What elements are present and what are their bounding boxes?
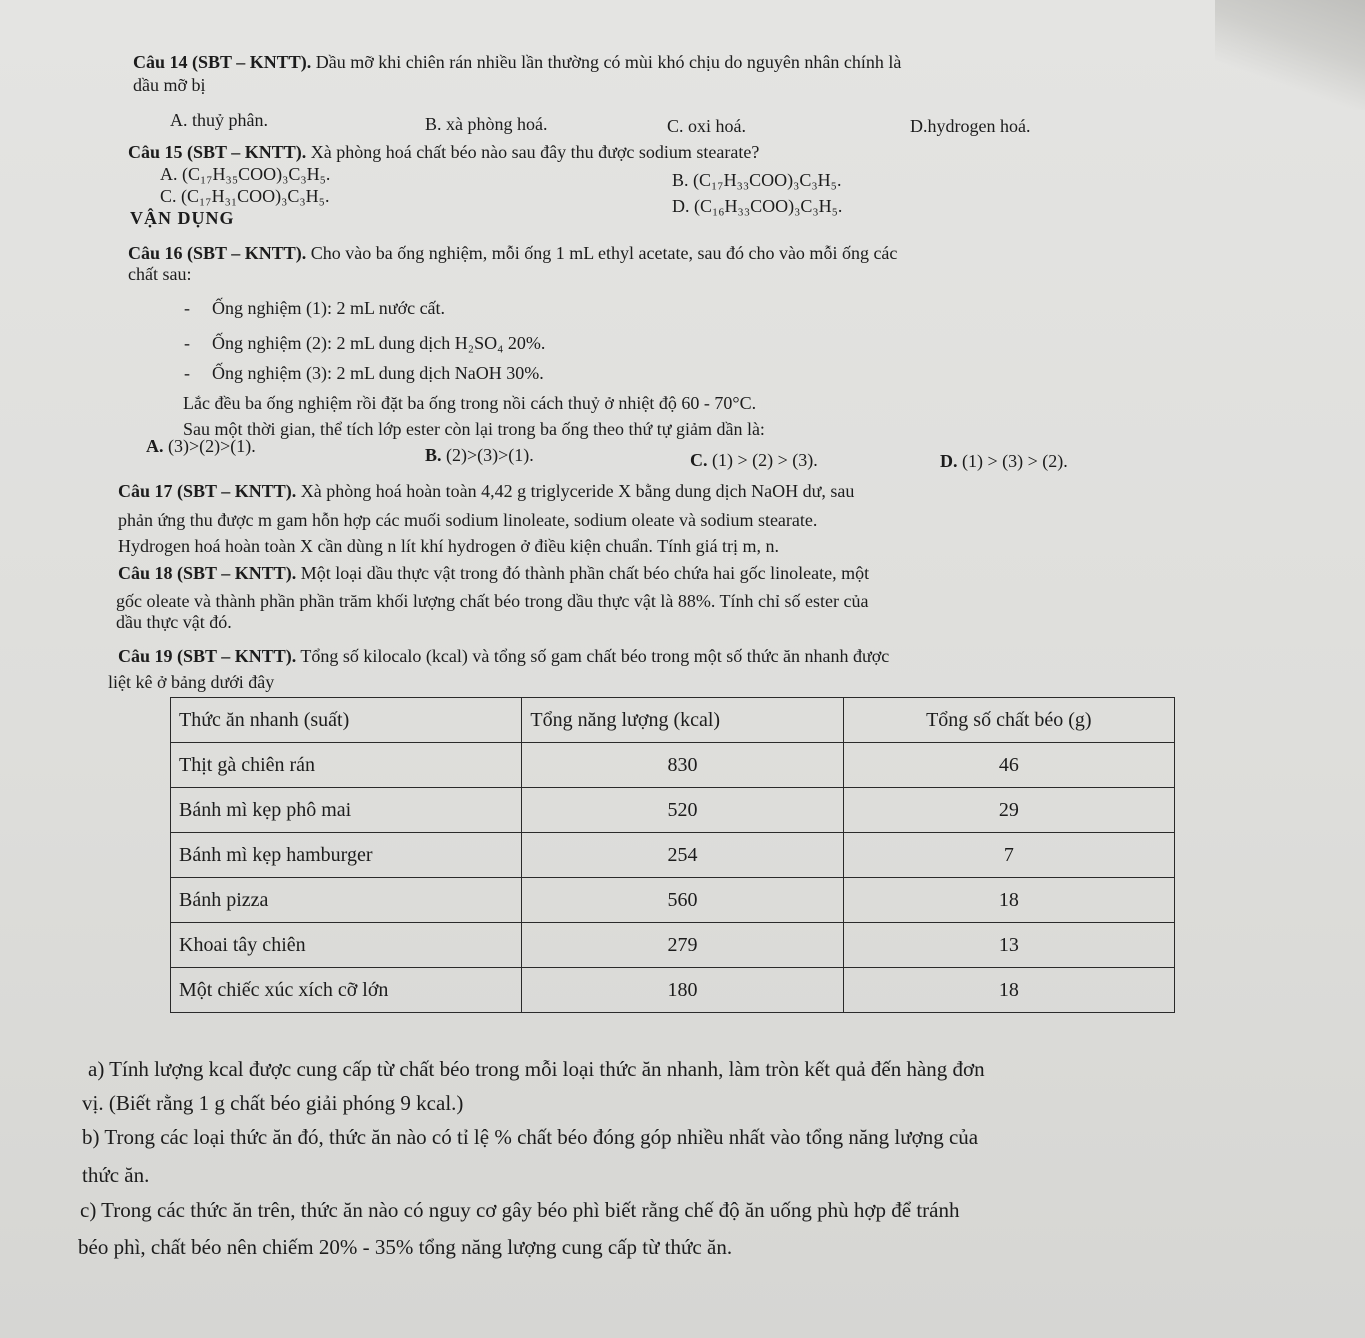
q15-option-b-label: B.	[672, 170, 689, 190]
q16-option-b-label: B.	[425, 445, 442, 465]
q17-heading: Câu 17 (SBT – KNTT).	[118, 481, 297, 501]
q15-option-a-label: A.	[160, 164, 178, 184]
food-kcal: 520	[522, 788, 843, 833]
food-name: Một chiếc xúc xích cỡ lớn	[171, 968, 522, 1013]
food-fat: 29	[843, 788, 1174, 833]
q14-line-1	[133, 52, 1188, 73]
q17-text-2: phản ứng thu được m gam hỗn hợp các muối sodium linoleate, sodium oleate và sodium stearate.	[118, 510, 818, 530]
q16-option-d-label: D.	[940, 451, 958, 471]
q15-option-d	[672, 196, 842, 217]
q19-part-c-1: c) Trong các thức ăn trên, thức ăn nào có nguy cơ gây béo phì biết rằng chế độ ăn uống phù hợp để tránh	[80, 1198, 960, 1222]
q16-item-1-text: Ống nghiệm (1): 2 mL nước cất.	[212, 298, 446, 318]
header-fat: Tổng số chất béo (g)	[843, 698, 1174, 743]
food-fat: 7	[843, 833, 1174, 878]
q16-text-2: chất sau:	[128, 264, 192, 284]
q17-line-1	[118, 481, 854, 502]
q16-option-a	[146, 436, 256, 457]
food-kcal: 560	[522, 878, 843, 923]
q16-option-d	[940, 451, 1068, 472]
bullet-dash: -	[184, 298, 190, 318]
food-fat: 18	[843, 968, 1174, 1013]
table-row	[171, 743, 1175, 788]
q18-text-3: dầu thực vật đó.	[116, 612, 232, 632]
table-header-row	[171, 698, 1175, 743]
q18-text-2: gốc oleate và thành phần phần trăm khối lượng chất béo trong dầu thực vật là 88%. Tính chỉ số ester của	[116, 591, 869, 611]
food-kcal: 254	[522, 833, 843, 878]
section-heading: VẬN DỤNG	[130, 208, 235, 228]
q16-heading: Câu 16 (SBT – KNTT).	[128, 243, 307, 263]
q16-line-1	[128, 243, 897, 264]
q16-item-3	[184, 363, 544, 384]
food-kcal: 830	[522, 743, 843, 788]
q15-text: Xà phòng hoá chất béo nào sau đây thu được sodium stearate?	[310, 142, 760, 162]
food-name: Khoai tây chiên	[171, 923, 522, 968]
q19-heading: Câu 19 (SBT – KNTT).	[118, 646, 297, 666]
q14-text-1: Dầu mỡ khi chiên rán nhiều lần thường có mùi khó chịu do nguyên nhân chính là	[315, 52, 902, 72]
food-fat: 18	[843, 878, 1174, 923]
q15-option-a-text: (C₁₇H₃₅COO)₃C₃H₅.	[182, 164, 331, 184]
q14-option-c: C. oxi hoá.	[667, 116, 746, 136]
q14-text-2: dầu mỡ bị	[133, 75, 206, 95]
header-kcal: Tổng năng lượng (kcal)	[522, 698, 843, 743]
q16-option-c-text: (1) > (2) > (3).	[712, 450, 818, 470]
q15-option-d-text: (C₁₆H₃₃COO)₃C₃H₅.	[694, 196, 843, 216]
bullet-dash: -	[184, 363, 190, 383]
q19-part-a-1: a) Tính lượng kcal được cung cấp từ chất béo trong mỗi loại thức ăn nhanh, làm tròn kết quả đến hàng đơn	[88, 1057, 985, 1081]
food-fat: 13	[843, 923, 1174, 968]
food-name: Thịt gà chiên rán	[171, 743, 522, 788]
food-name: Bánh mì kẹp hamburger	[171, 833, 522, 878]
q16-item-3-text: Ống nghiệm (3): 2 mL dung dịch NaOH 30%.	[212, 363, 544, 383]
fast-food-table	[170, 697, 1175, 1013]
q19-text-1: Tổng số kilocalo (kcal) và tổng số gam chất béo trong một số thức ăn nhanh được	[300, 646, 890, 666]
table-row	[171, 923, 1175, 968]
food-name: Bánh mì kẹp phô mai	[171, 788, 522, 833]
q17-text-1: Xà phòng hoá hoàn toàn 4,42 g triglyceride X bằng dung dịch NaOH dư, sau	[300, 481, 855, 501]
header-food: Thức ăn nhanh (suất)	[171, 698, 522, 743]
q16-option-a-label: A.	[146, 436, 164, 456]
table-row	[171, 878, 1175, 923]
table-row	[171, 968, 1175, 1013]
table-row	[171, 788, 1175, 833]
food-name: Bánh pizza	[171, 878, 522, 923]
q19-part-b-2: thức ăn.	[82, 1163, 150, 1187]
q15-option-c	[160, 186, 329, 207]
table-row	[171, 833, 1175, 878]
q15-line	[128, 142, 759, 163]
q16-item-1	[184, 298, 445, 319]
q16-option-b-text: (2)>(3)>(1).	[446, 445, 534, 465]
bullet-dash: -	[184, 333, 190, 353]
q14-option-b: B. xà phòng hoá.	[425, 114, 548, 134]
food-fat: 46	[843, 743, 1174, 788]
q16-item-2-text: Ống nghiệm (2): 2 mL dung dịch H₂SO₄ 20%.	[212, 333, 546, 353]
q15-option-a	[160, 164, 330, 185]
q18-heading: Câu 18 (SBT – KNTT).	[118, 563, 297, 583]
q19-text-2: liệt kê ở bảng dưới đây	[108, 672, 275, 692]
q16-option-b	[425, 445, 534, 466]
q15-heading: Câu 15 (SBT – KNTT).	[128, 142, 307, 162]
q16-text-3: Lắc đều ba ống nghiệm rồi đặt ba ống trong nồi cách thuỷ ở nhiệt độ 60 - 70°C.	[183, 393, 757, 413]
q15-option-d-label: D.	[672, 196, 690, 216]
q16-option-d-text: (1) > (3) > (2).	[962, 451, 1068, 471]
q16-item-2	[184, 333, 545, 354]
q15-option-c-text: (C₁₇H₃₁COO)₃C₃H₅.	[181, 186, 330, 206]
q19-part-c-2: béo phì, chất béo nên chiếm 20% - 35% tổng năng lượng cung cấp từ thức ăn.	[78, 1235, 733, 1259]
q18-line-1	[118, 563, 869, 584]
q16-option-c-label: C.	[690, 450, 708, 470]
food-kcal: 279	[522, 923, 843, 968]
q16-option-c	[690, 450, 818, 471]
q16-text-4: Sau một thời gian, thể tích lớp ester còn lại trong ba ống theo thứ tự giảm dần là:	[183, 419, 765, 439]
q14-option-d: D.hydrogen hoá.	[910, 116, 1031, 136]
q16-text-1: Cho vào ba ống nghiệm, mỗi ống 1 mL ethyl acetate, sau đó cho vào mỗi ống các	[310, 243, 898, 263]
food-kcal: 180	[522, 968, 843, 1013]
page-corner-shadow	[1215, 0, 1365, 110]
q19-line-1	[118, 646, 889, 667]
q18-text-1: Một loại dầu thực vật trong đó thành phần chất béo chứa hai gốc linoleate, một	[300, 563, 870, 583]
q15-option-b-text: (C₁₇H₃₃COO)₃C₃H₅.	[693, 170, 842, 190]
q14-option-a: A. thuỷ phân.	[170, 110, 268, 130]
q16-option-a-text: (3)>(2)>(1).	[168, 436, 256, 456]
q14-heading: Câu 14 (SBT – KNTT).	[133, 52, 312, 72]
q19-part-b-1: b) Trong các loại thức ăn đó, thức ăn nào có tỉ lệ % chất béo đóng góp nhiều nhất vào tổng năng lượng của	[82, 1125, 979, 1149]
q15-option-b	[672, 170, 841, 191]
q17-text-3: Hydrogen hoá hoàn toàn X cần dùng n lít khí hydrogen ở điều kiện chuẩn. Tính giá trị m, n.	[118, 536, 780, 556]
q19-part-a-2: vị. (Biết rằng 1 g chất béo giải phóng 9 kcal.)	[82, 1091, 464, 1115]
q15-option-c-label: C.	[160, 186, 177, 206]
